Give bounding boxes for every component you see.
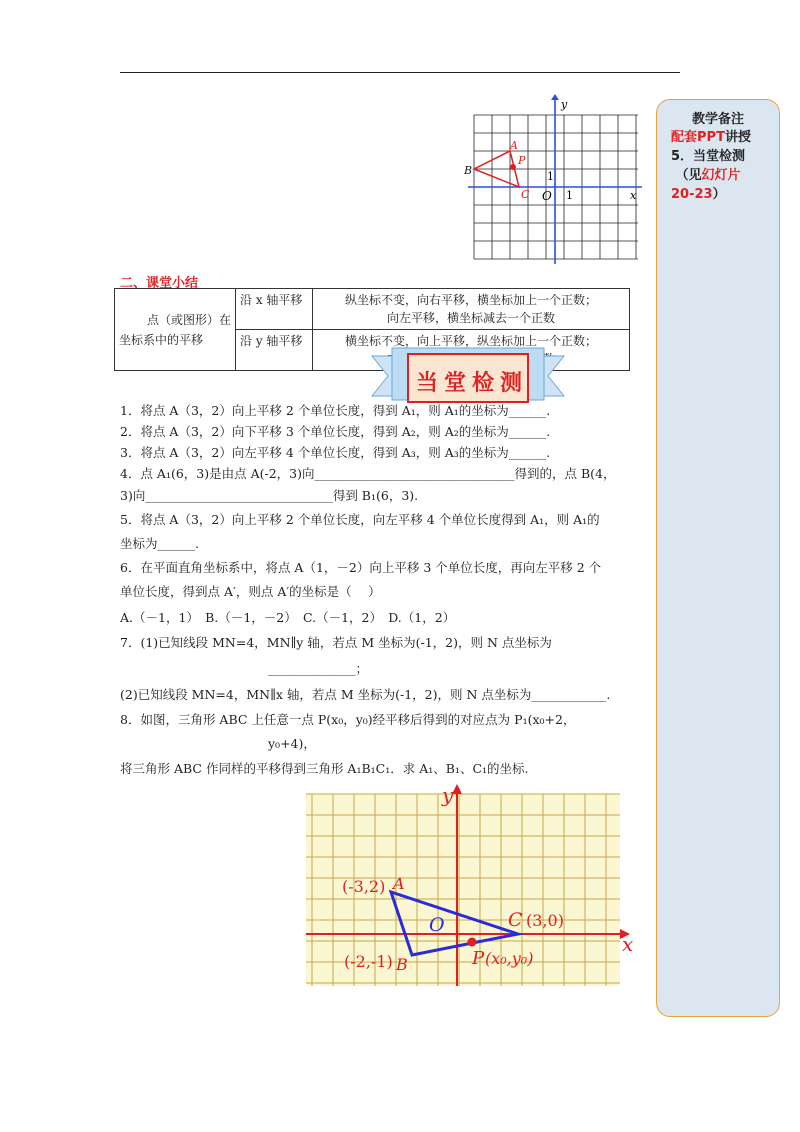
sidebar-line-slides: （见幻灯片: [675, 168, 741, 183]
question-8-line3: 将三角形 ABC 作同样的平移得到三角形 A₁B₁C₁．求 A₁、B₁、C₁的坐标.: [120, 761, 529, 776]
question-4-line2: 3)向______________________________得到 B₁(6，3).: [120, 488, 419, 503]
x-axis-label: x: [622, 932, 634, 956]
summary-row2-label: 沿 y 轴平移: [236, 330, 313, 371]
small-tick-x: 1: [566, 189, 573, 202]
small-label-c: C: [521, 188, 530, 201]
question-1: 1．将点 A（3，2）向上平移 2 个单位长度，得到 A₁，则 A₁的坐标为______.: [120, 403, 551, 418]
small-x-label: x: [630, 189, 637, 202]
point-b-label: B: [396, 955, 408, 974]
question-7-blank: ______________；: [268, 661, 369, 676]
question-8-line2: y₀+4)，: [268, 736, 316, 751]
point-a-label: A: [393, 874, 405, 893]
summary-row1-label: 沿 x 轴平移: [236, 289, 313, 330]
small-origin-label: O: [542, 189, 552, 203]
summary-row2-content: 横坐标不变，向上平移，纵坐标加上一个正数；: [313, 330, 630, 371]
question-6-options: A.（－1，1） B.（－1，－2） C.（－1，2） D.（1，2）: [120, 610, 456, 625]
question-3: 3．将点 A（3，2）向左平移 4 个单位长度，得到 A₃，则 A₃的坐标为______.: [120, 445, 551, 460]
point-a-coord: (-3,2): [342, 877, 386, 896]
point-p-label: P: [472, 948, 485, 969]
question-7-part2: (2)已知线段 MN=4，MN∥x 轴，若点 M 坐标为(-1，2)，则 N 点坐标为____________.: [120, 687, 611, 702]
question-2: 2．将点 A（3，2）向下平移 3 个单位长度，得到 A₂，则 A₂的坐标为______.: [120, 424, 551, 439]
small-label-a: A: [510, 139, 518, 152]
teaching-notes-sidebar: [656, 99, 780, 1017]
question-7-part1: 7．(1)已知线段 MN=4，MN∥y 轴，若点 M 坐标为(-1，2)，则 N 点坐标为: [120, 635, 552, 650]
question-6-line2: 单位长度，得到点 A′，则点 A′的坐标是（ ）: [120, 584, 381, 599]
summary-left-cell: 点（或图形）在 坐标系中的平移: [115, 289, 236, 371]
small-tick-y: 1: [547, 170, 554, 183]
top-rule: [120, 72, 680, 73]
sidebar-line-ppt: 配套PPT讲授: [671, 130, 751, 145]
point-c-coord: (3,0): [526, 911, 564, 930]
small-point-p: [510, 164, 516, 170]
sidebar-title: 教学备注: [691, 112, 744, 127]
origin-label: O: [429, 914, 445, 936]
figure-triangle-grid: [304, 780, 644, 988]
y-axis-label: y: [442, 783, 454, 807]
sidebar-line-section: 5．当堂检测: [671, 149, 746, 164]
sidebar-line-range: 20-23）: [671, 187, 726, 202]
question-8-line1: 8．如图，三角形 ABC 上任意一点 P(x₀，y₀)经平移后得到的对应点为 P₁(x₀+2，: [120, 712, 576, 727]
question-5-line2: 坐标为______.: [120, 536, 199, 551]
point-b-coord: (-2,-1): [344, 952, 393, 971]
point-c-label: C: [508, 909, 523, 931]
small-y-arrow: [551, 94, 559, 100]
question-5-line1: 5．将点 A（3，2）向上平移 2 个单位长度，向左平移 4 个单位长度得到 A₁，则 A₁的: [120, 512, 600, 527]
test-banner-title: 当堂检测: [416, 371, 529, 396]
point-p: [468, 938, 477, 947]
sidebar-body: [671, 128, 773, 204]
question-4-line1: 4．点 A₁(6，3)是由点 A(-2，3)向________________________________得到的，点 B(4，: [120, 466, 616, 481]
figure-small-grid: [464, 98, 648, 268]
question-6-line1: 6．在平面直角坐标系中，将点 A（1，－2）向上平移 3 个单位长度，再向左平移 2 个: [120, 560, 602, 575]
y-axis-arrow: [452, 784, 462, 794]
point-p-coord: (x₀,y₀): [485, 949, 534, 968]
small-label-b: B: [464, 164, 473, 177]
small-label-p: P: [518, 154, 526, 167]
small-y-label: y: [561, 98, 568, 111]
section-title-summary: 二、课堂小结: [120, 276, 199, 291]
summary-row1-content: 纵坐标不变，向右平移，横坐标加上一个正数； 向左平移，横坐标减去一个正数: [313, 289, 630, 330]
